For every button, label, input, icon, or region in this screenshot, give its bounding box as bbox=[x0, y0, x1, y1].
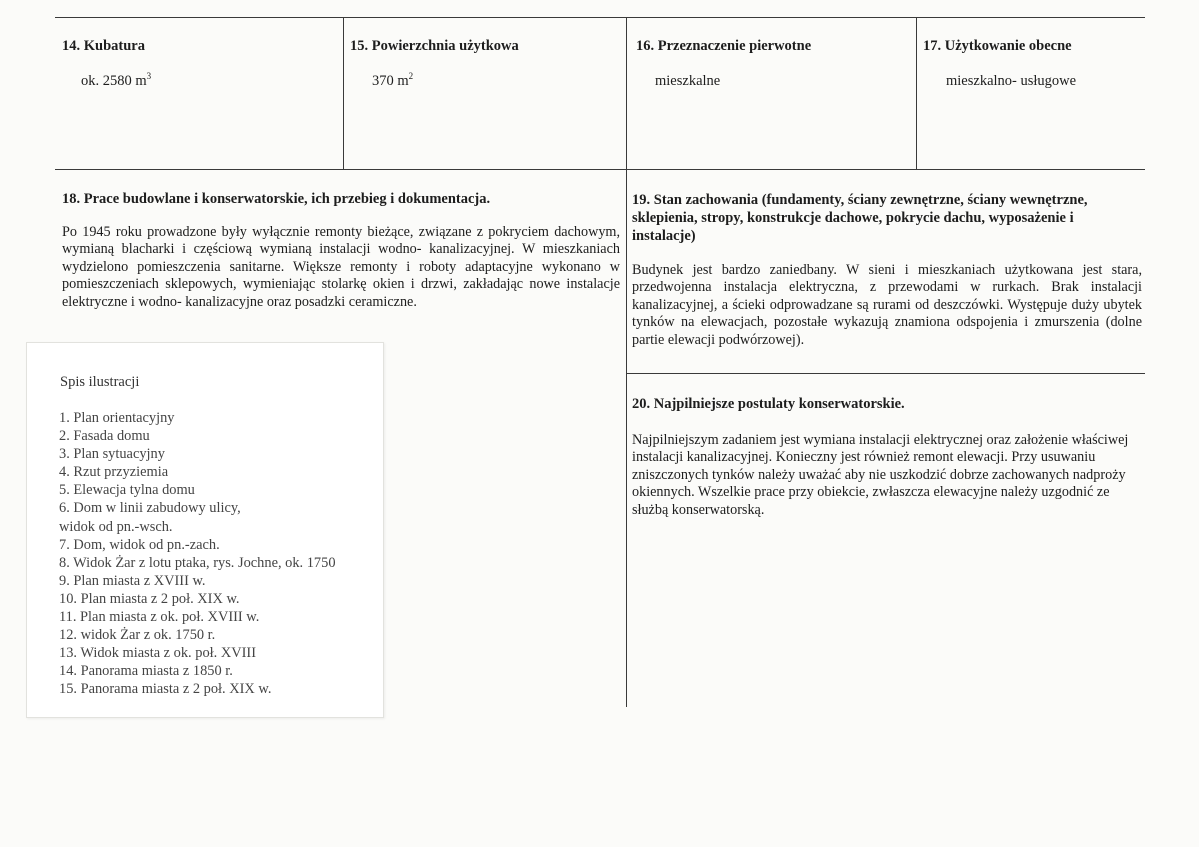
illustration-item: 13. Widok miasta z ok. poł. XVIII bbox=[59, 645, 256, 662]
illustration-item: 14. Panorama miasta z 1850 r. bbox=[59, 663, 233, 680]
powierzchnia-value bbox=[372, 72, 413, 90]
illustration-item: 11. Plan miasta z ok. poł. XVIII w. bbox=[59, 609, 260, 626]
kubatura-title: 14. Kubatura bbox=[62, 38, 145, 54]
section19-text: Budynek jest bardzo zaniedbany. W sieni i mieszkaniach użytkowana jest stara, przedwojenna instalacja elektryczna, z przewodami w rurkach. Brak instalacji kanalizacyjnej, a ścieki odprowadzane są rurami od deszczówki. Występuje duży ubytek tynków na elewacjach, pozostałe wykazują znamiona odspojenia i zmurszenia (dolne partie elewacji podwórzowej). bbox=[632, 262, 1142, 348]
illustration-item: 12. widok Żar z ok. 1750 r. bbox=[59, 627, 216, 644]
illustration-item: 3. Plan sytuacyjny bbox=[59, 446, 165, 463]
uzytkowanie-title: 17. Użytkowanie obecne bbox=[923, 38, 1072, 54]
uzytkowanie-value: mieszkalno- usługowe bbox=[946, 73, 1077, 89]
illustration-item: 6. Dom w linii zabudowy ulicy, bbox=[59, 500, 241, 517]
illustration-item: 2. Fasada domu bbox=[59, 428, 150, 445]
illustration-item: 10. Plan miasta z 2 poł. XIX w. bbox=[59, 590, 240, 607]
top-border bbox=[55, 17, 1145, 18]
kubatura-unit-exponent: 3 bbox=[146, 71, 152, 82]
illustration-item: 9. Plan miasta z XVIII w. bbox=[59, 572, 206, 589]
row1-bottom-border bbox=[55, 169, 1145, 170]
powierzchnia-title: 15. Powierzchnia użytkowa bbox=[350, 38, 519, 54]
illustration-item: 1. Plan orientacyjny bbox=[59, 410, 175, 426]
powierzchnia-value-text: 370 m bbox=[372, 73, 409, 89]
illustrations-list bbox=[59, 409, 379, 699]
illustration-item: 8. Widok Żar z lotu ptaka, rys. Jochne, ok. 1750 bbox=[59, 554, 336, 571]
kubatura-value bbox=[81, 72, 151, 90]
przeznaczenie-value: mieszkalne bbox=[655, 73, 721, 89]
illustrations-title: Spis ilustracji bbox=[60, 374, 140, 390]
lower-column-divider bbox=[626, 169, 627, 707]
illustration-item-continuation: widok od pn.-wsch. bbox=[59, 518, 173, 535]
illustration-item: 5. Elewacja tylna domu bbox=[59, 482, 195, 499]
section18-text: Po 1945 roku prowadzone były wyłącznie remonty bieżące, związane z pokryciem dachowym, wymianą blacharki i częściową wymianą instalacji wodno- kanalizacyjnej. W mieszkaniach wydzielono pomieszczenia sanitarne. Większe remonty i roboty adaptacyjne wykonano w pomieszczeniach sklepowych, wymieniając stolarkę okien i drzwi, zakładając nowe instalacje elektryczne i wodno- kanalizacyjne oraz posadzki ceramiczne. bbox=[62, 224, 620, 310]
kubatura-value-text: ok. 2580 m bbox=[81, 73, 147, 89]
section18-title: 18. Prace budowlane i konserwatorskie, ich przebieg i dokumentacja. bbox=[62, 191, 491, 207]
section20-title: 20. Najpilniejsze postulaty konserwatorskie. bbox=[632, 396, 905, 412]
illustration-item: 4. Rzut przyziemia bbox=[59, 464, 169, 481]
illustrations-panel bbox=[26, 342, 384, 718]
illustration-item: 7. Dom, widok od pn.-zach. bbox=[59, 536, 220, 553]
row1-divider-1 bbox=[343, 17, 344, 169]
section20-text: Najpilniejszym zadaniem jest wymiana instalacji elektrycznej oraz założenie właściwej instalacji kanalizacyjnej. Konieczny jest również remont elewacji. Przy usuwaniu zniszczonych tynków należy uważać aby nie uszkodzić dobrze zachowanych nadproży okiennych. Wszelkie prace przy obiekcie, zwłaszcza elewacyjne należy uzgodnić ze służbą konserwatorską. bbox=[632, 432, 1129, 518]
illustration-item: 15. Panorama miasta z 2 poł. XIX w. bbox=[59, 681, 272, 698]
row1-divider-3 bbox=[916, 17, 917, 169]
section19-bottom-border bbox=[626, 373, 1145, 374]
section19-title: 19. Stan zachowania (fundamenty, ściany zewnętrzne, ściany wewnętrzne, sklepienia, stropy, konstrukcje dachowe, pokrycie dachu, wyposażenie i instalacje) bbox=[632, 192, 1088, 244]
row1-divider-2 bbox=[626, 17, 627, 169]
powierzchnia-unit-exponent: 2 bbox=[408, 71, 414, 82]
przeznaczenie-title: 16. Przeznaczenie pierwotne bbox=[636, 38, 812, 54]
